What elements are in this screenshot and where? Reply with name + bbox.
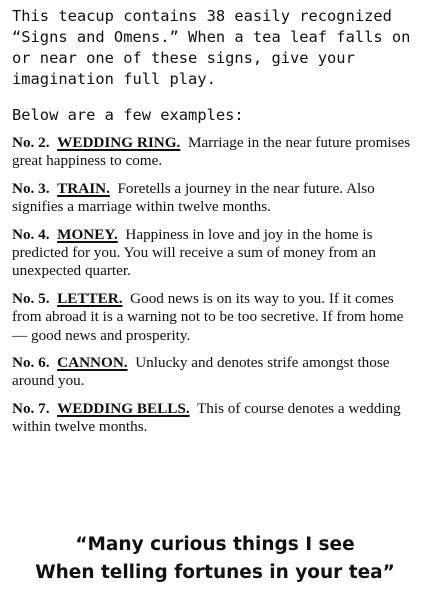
entry-number: No. 4. — [12, 225, 50, 243]
entry-number: No. 5. — [12, 289, 50, 307]
intro-paragraph: This teacup contains 38 easily recognized “Signs and Omens.” When a tea leaf falls on or near one of these signs, give your imagination full play. — [12, 7, 411, 88]
entry-text: Happiness in love and joy in the home is predicted for you. You will receive a sum of money from an unexpected quarter. — [12, 225, 376, 280]
examples-heading: Below are a few examples: — [12, 106, 244, 124]
omen-entry — [12, 400, 420, 437]
omen-entry — [12, 180, 420, 217]
entry-number: No. 7. — [12, 399, 50, 417]
entry-text: Foretells a journey in the near future. Also signifies a marriage within twelve months. — [12, 179, 375, 216]
entry-sign: WEDDING RING. — [57, 134, 181, 151]
omen-entry — [12, 290, 420, 345]
closing-quote — [0, 531, 430, 587]
entry-sign: CANNON. — [57, 354, 128, 372]
entry-number: No. 6. — [12, 354, 50, 372]
omen-entry — [12, 134, 420, 171]
entry-text: This of course denotes a wedding within twelve months. — [12, 399, 401, 436]
entry-text: Unlucky and denotes strife amongst those around you. — [12, 354, 390, 390]
omen-entry — [12, 226, 420, 281]
quote-line-1: “Many curious things I see — [75, 534, 355, 555]
entry-sign: TRAIN. — [57, 179, 110, 197]
quote-line-2: When telling fortunes in your tea” — [35, 562, 395, 583]
omen-entry — [12, 354, 420, 391]
entry-number: No. 2. — [12, 134, 50, 151]
entry-sign: MONEY. — [57, 225, 118, 243]
entry-sign: WEDDING BELLS. — [57, 399, 190, 417]
entry-text: Marriage in the near future promises great happiness to come. — [12, 134, 411, 170]
entry-sign: LETTER. — [57, 289, 123, 307]
entry-text: Good news is on its way to you. If it comes from abroad it is a warning not to be too secretive. If from home — good news and prosperity. — [12, 289, 404, 344]
entry-number: No. 3. — [12, 179, 50, 197]
